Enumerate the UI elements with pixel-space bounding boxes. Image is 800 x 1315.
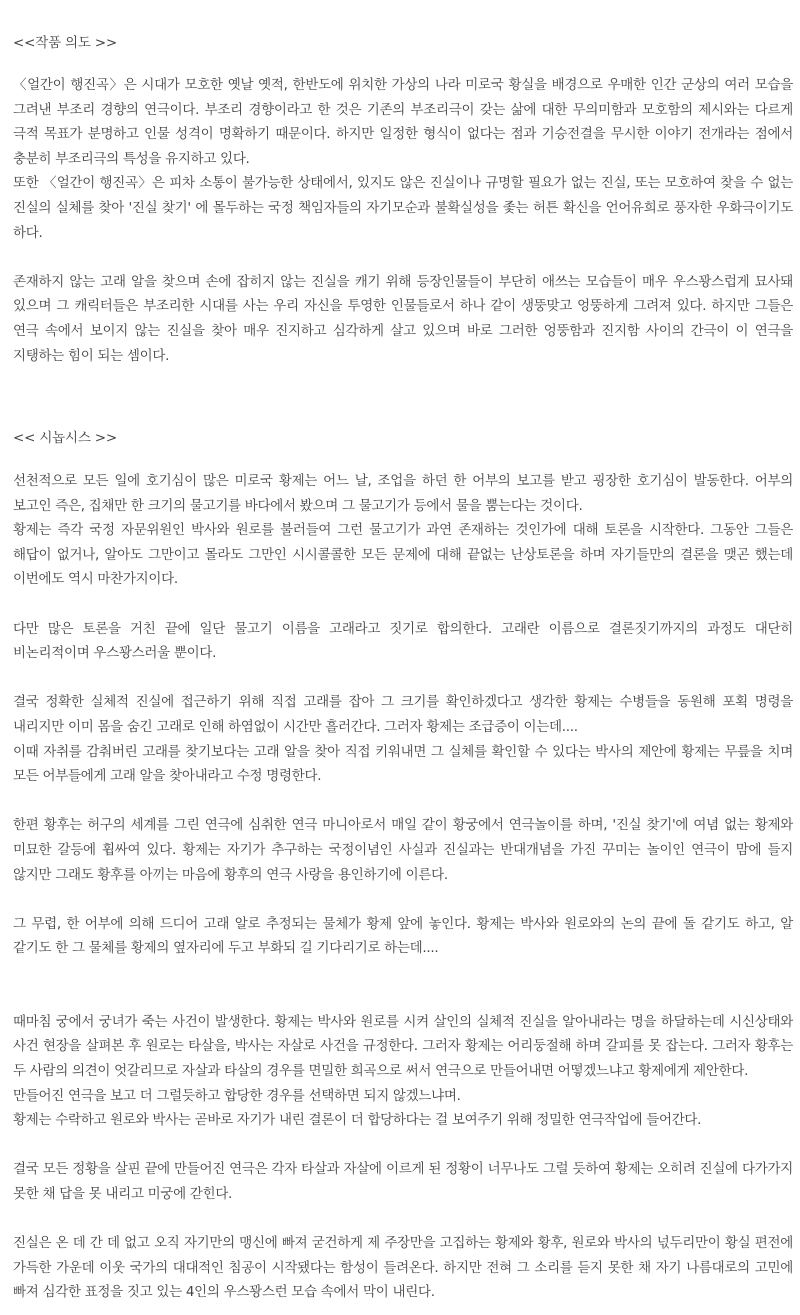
synopsis-paragraph-4: 결국 정확한 실체적 진실에 접근하기 위해 직접 고래를 잡아 그 크기를 확인하겠다고 생각한 황제는 수병들을 동원해 포획 명령을 내리지만 이미 몸을 숨긴 고래로 인해 하염없이 시간만 흘러간다. 그러자 황제는 조급증이 이는데....: [13, 694, 793, 735]
synopsis-paragraph-8: 때마침 궁에서 궁녀가 죽는 사건이 발생한다. 황제는 박사와 원로를 시켜 살인의 실체적 진실을 알아내라는 명을 하달하는데 시신상태와 사건 현장을 살펴본 후 원로는 타살을, 박사는 자살로 사건을 규정한다. 그러자 황제는 어리둥절해 하며 갈피를 못 잡는다. 그러자 황후는 두 사람의 의견이 엇갈리므로 자살과 타살의 경우를 면밀한 희곡으로 써서 연극으로 만들어내면 어떻겠느냐고 황제에게 제안한다.: [13, 1013, 793, 1080]
intent-paragraph-2: 또한 〈얼간이 행진곡〉은 피차 소통이 불가능한 상태에서, 있지도 않은 진실이나 규명할 필요가 없는 진실, 또는 모호하여 찾을 수 없는 진실의 실체를 찾아 '진실 찾기' 에 몰두하는 국정 책임자들의 자기모순과 불확실성을 좇는 허튼 확신을 언어유희로 풍자한 우화극이기도 하다.: [13, 175, 793, 241]
synopsis-paragraph-1: 선천적으로 모든 일에 호기심이 많은 미로국 황제는 어느 날, 조업을 하던 한 어부의 보고를 받고 굉장한 호기심이 발동한다. 어부의 보고인 즉은, 집채만 한 크기의 물고기를 바다에서 봤으며 그 물고기가 등에서 물을 뿜는다는 것이다.: [13, 473, 793, 514]
synopsis-paragraph-2: 황제는 즉각 국정 자문위원인 박사와 원로를 불러들여 그런 물고기가 과연 존재하는 것인가에 대해 토론을 시작한다. 그동안 그들은 해답이 없거나, 알아도 그만이고 몰라도 그만인 시시콜콜한 모든 문제에 대해 끝없는 난상토론을 하며 자기들만의 결론을 맺곤 했는데 이번에도 역시 마찬가지이다.: [13, 522, 793, 588]
section-heading-synopsis: << 시놉시스 >>: [13, 430, 117, 446]
section-heading-intent: <<작품 의도 >>: [13, 35, 117, 51]
synopsis-paragraph-5: 이때 자취를 감춰버린 고래를 찾기보다는 고래 알을 찾아 직접 키워내면 그 실체를 확인할 수 있다는 박사의 제안에 황제는 무릎을 치며 모든 어부들에게 고래 알을 찾아내라고 수정 명령한다.: [13, 743, 793, 785]
synopsis-paragraph-6: 한편 황후는 허구의 세계를 그린 연극에 심취한 연극 마니아로서 매일 같이 황궁에서 연극놀이를 하며, '진실 찾기'에 여념 없는 황제와 미묘한 갈등에 휩싸여 있다. 황제는 자기가 추구하는 국정이념인 사실과 진실과는 반대개념을 가진 꾸미는 놀이인 연극이 맘에 들지 않지만 그래도 황후를 아끼는 마음에 황후의 연극 사랑을 용인하기에 이른다.: [13, 817, 793, 883]
synopsis-section: [13, 469, 793, 1305]
synopsis-paragraph-10: 황제는 수락하고 원로와 박사는 곧바로 자기가 내린 결론이 더 합당하다는 걸 보여주기 위해 정밀한 연극작업에 들어간다.: [13, 1112, 702, 1129]
intent-paragraph-3: 존재하지 않는 고래 알을 찾으며 손에 잡히지 않는 진실을 캐기 위해 등장인물들이 부단히 애쓰는 모습들이 매우 우스꽝스럽게 묘사돼 있으며 그 캐릭터들은 부조리한 시대를 사는 우리 자신을 투영한 인물들로서 하나 같이 생뚱맞고 엉뚱하게 그려져 있다. 하지만 그들은 연극 속에서 보이지 않는 진실을 찾아 매우 진지하고 심각하게 살고 있으며 바로 그러한 엉뚱함과 진지함 사이의 간극이 이 연극을 지탱하는 힘이 되는 셈이다.: [13, 273, 793, 364]
synopsis-paragraph-9: 만들어진 연극을 보고 더 그럴듯하고 합당한 경우를 선택하면 되지 않겠느냐며.: [13, 1087, 461, 1104]
synopsis-paragraph-12: 진실은 온 데 간 데 없고 오직 자기만의 맹신에 빠져 굳건하게 제 주장만을 고집하는 황제와 황후, 원로와 박사의 넋두리만이 황실 편전에 가득한 가운데 이웃 국가의 대대적인 침공이 시작됐다는 함성이 들려온다. 하지만 전혀 그 소리를 듣지 못한 채 자기 나름대로의 고민에 빠져 심각한 표정을 짓고 있는 4인의 우스꽝스런 모습 속에서 막이 내린다.: [13, 1235, 793, 1301]
synopsis-paragraph-3: 다만 많은 토론을 거친 끝에 일단 물고기 이름을 고래라고 짓기로 합의한다. 고래란 이름으로 결론짓기까지의 과정도 대단히 비논리적이며 우스꽝스러울 뿐이다.: [13, 620, 793, 662]
intent-paragraph-1: 〈얼간이 행진곡〉은 시대가 모호한 옛날 옛적, 한반도에 위치한 가상의 나라 미로국 황실을 배경으로 우매한 인간 군상의 여러 모습을 그려낸 부조리 경향의 연극이다. 부조리 경향이라고 한 것은 기존의 부조리극이 갖는 삶에 대한 무의미함과 모호함의 제시와는 다르게 극적 목표가 분명하고 인물 성격이 명확하기 때문이다. 하지만 일정한 형식이 없다는 점과 기승전결을 무시한 이야기 전개라는 점에서 충분히 부조리극의 특성을 유지하고 있다.: [13, 77, 793, 167]
intent-section: [13, 73, 793, 368]
synopsis-paragraph-7: 그 무렵, 한 어부에 의해 드디어 고래 알로 추정되는 물체가 황제 앞에 놓인다. 황제는 박사와 원로와의 논의 끝에 돌 같기도 하고, 알 같기도 한 그 물체를 황제의 옆자리에 두고 부화되 길 기다리기로 하는데....: [13, 915, 793, 957]
synopsis-paragraph-11: 결국 모든 정황을 살핀 끝에 만들어진 연극은 각자 타살과 자살에 이르게 된 정황이 너무나도 그럴 듯하여 황제는 오히려 진실에 다가가지 못한 채 답을 못 내리고 미궁에 갇힌다.: [13, 1161, 793, 1203]
